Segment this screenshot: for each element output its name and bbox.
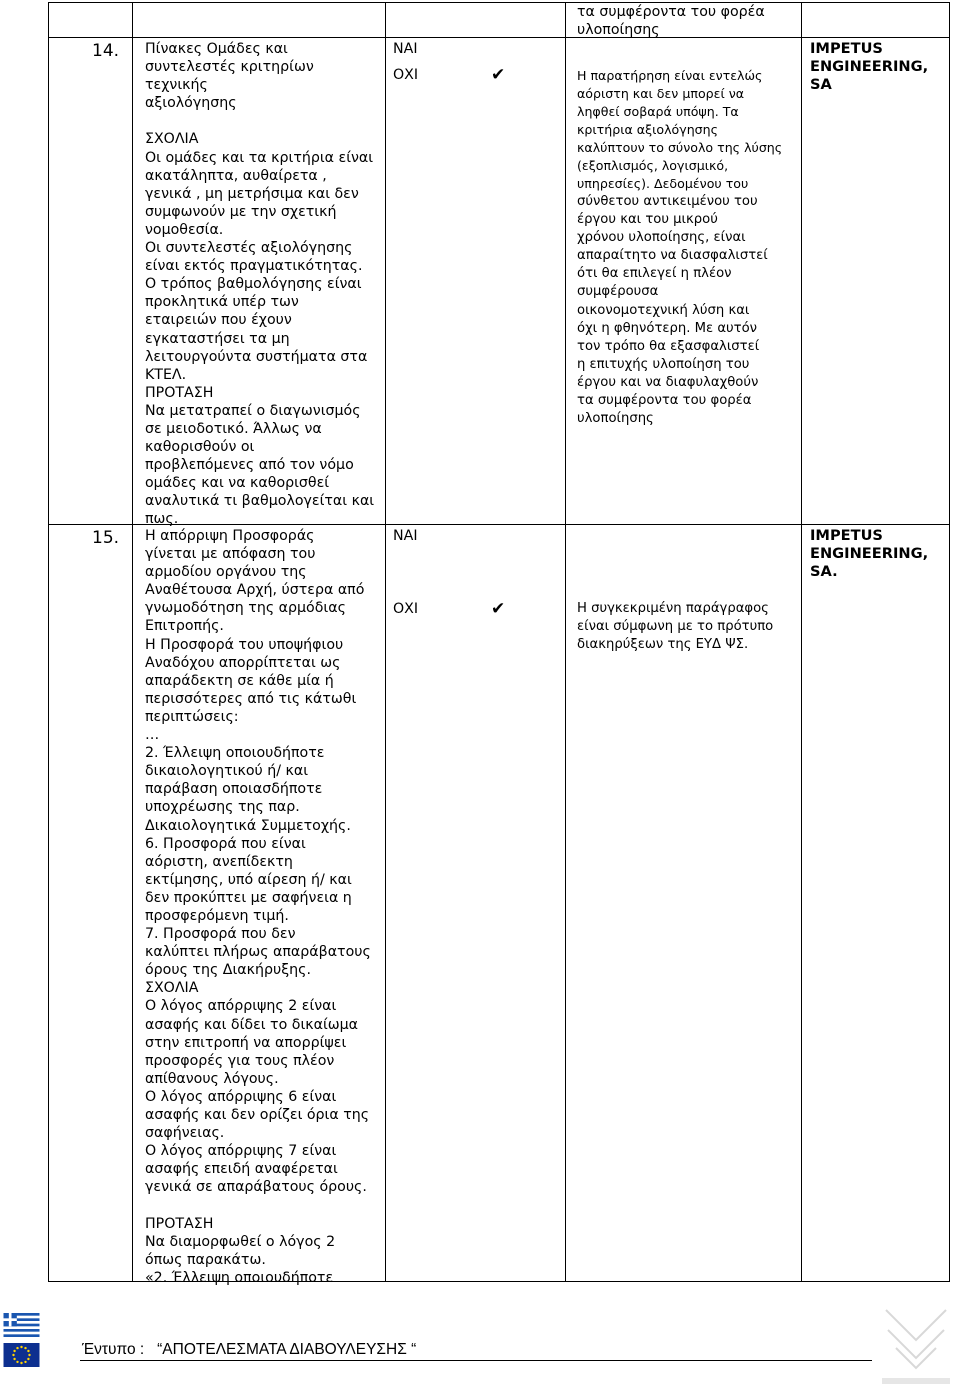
row14-response-part2 <box>577 193 782 428</box>
column-divider <box>565 3 566 1281</box>
text-line: ασαφής και δίδει το δικαίωμα <box>145 1016 359 1033</box>
text-line: είναι σύμφωνη με το πρότυπο <box>577 619 774 635</box>
text-line: τα συμφέροντα του φορέα <box>577 393 752 409</box>
text-line: γενικά σε απαράβατους όρους. <box>145 1179 367 1196</box>
row-divider <box>49 37 949 38</box>
text-line: … <box>145 727 160 744</box>
row15-check-icon: ✔ <box>491 599 506 619</box>
row-number-14: 14. <box>92 41 120 61</box>
row14-author <box>810 40 928 95</box>
text-line: ακατάληπτα, αυθαίρετα , <box>145 167 327 184</box>
text-line: απίθανους λόγους. <box>145 1070 279 1087</box>
text-line: καλύπτουν το σύνολο της λύσης <box>577 140 783 155</box>
text-line: αόριστη και δεν μπορεί να <box>577 86 745 101</box>
text-line: υπηρεσίες). Δεδομένου του <box>577 176 749 191</box>
text-line: σαφήνειας. <box>145 1125 225 1142</box>
text-line: νομοθεσία. <box>145 221 224 238</box>
text-line: καλύπτει πλήρως απαράβατους <box>145 944 371 961</box>
text-line: σύνθετου αντικειμένου του <box>577 194 758 209</box>
text-line: οικονομοτεχνική λύση και <box>577 302 750 318</box>
text-line: Δικαιολογητικά Συμμετοχής. <box>145 817 351 834</box>
text-line: υλοποίησης <box>577 411 654 427</box>
text-line: εταιρειών που έχουν <box>145 312 292 329</box>
text-line: Να διαμορφωθεί ο λόγος 2 <box>145 1233 336 1250</box>
text-line: Ο λόγος απόρριψης 2 είναι <box>145 998 337 1015</box>
column-divider <box>801 3 802 1281</box>
column-divider <box>385 3 386 1281</box>
author-line: ENGINEERING, <box>810 58 929 76</box>
text-line: Πίνακες Ομάδες και <box>145 41 288 57</box>
digital-greece-logo-icon <box>876 1300 956 1388</box>
text-line: 6. Προσφορά που είναι <box>145 835 306 852</box>
footer-form-label: Έντυπο : <box>82 1341 145 1358</box>
footer-form-title <box>82 1341 416 1359</box>
text-line: προκλητικά υπέρ των <box>145 294 299 311</box>
text-line: τα συμφέροντα του φορέα <box>577 4 765 20</box>
text-line: «2. Έλλειψη οποιουδήποτε <box>145 1269 334 1286</box>
footer-form-name: “ΑΠΟΤΕΛΕΣΜΑΤΑ ΔΙΑΒΟΥΛΕΥΣΗΣ “ <box>157 1341 417 1358</box>
row14-yes-label: ΝΑΙ <box>393 41 418 57</box>
text-line: συμφωνούν με την σχετική <box>145 203 337 220</box>
author-line: SA <box>810 76 832 94</box>
text-line: περισσότερες από τις κάτωθι <box>145 690 357 707</box>
text-line: χρόνου υλοποίησης, είναι <box>577 230 746 246</box>
text-line: υλοποίησης <box>577 22 660 39</box>
text-line: Επιτροπής. <box>145 618 224 635</box>
text-line: 2. Έλλειψη οποιουδήποτε <box>145 745 325 762</box>
text-line: προσφορές για τους πλέον <box>145 1052 335 1069</box>
footer-rule <box>80 1360 872 1361</box>
column-divider <box>132 3 133 1281</box>
text-line: ΠΡΟΤΑΣΗ <box>145 384 214 401</box>
text-line: ΚΤΕΛ. <box>145 366 187 383</box>
row-number-15: 15. <box>92 528 120 548</box>
row15-author <box>810 527 928 582</box>
text-line: δεν προκύπτει με σαφήνεια η <box>145 889 352 906</box>
text-line: ασαφής και δεν ορίζει όρια της <box>145 1107 370 1123</box>
text-line: ότι θα επιλεγεί η πλέον <box>577 266 732 282</box>
text-line: έργου και του μικρού <box>577 212 718 228</box>
text-line: υποχρέωσης της παρ. <box>145 799 300 816</box>
text-line: Ο τρόπος βαθμολόγησης είναι <box>145 276 362 293</box>
text-line: απαράδεκτη σε κάθε μία ή <box>145 672 334 689</box>
author-line: ENGINEERING, <box>810 545 929 563</box>
text-line: απαραίτητο να διασφαλιστεί <box>577 248 768 264</box>
text-line: εκτίμησης, υπό αίρεση ή/ και <box>145 871 352 888</box>
text-line: προσφερόμενη τιμή. <box>145 907 289 924</box>
eu-flag-icon <box>3 1343 40 1367</box>
text-line <box>145 1196 371 1214</box>
row14-response-part1 <box>577 67 782 193</box>
text-line: ΠΡΟΤΑΣΗ <box>145 1215 214 1232</box>
text-line: Η απόρριψη Προσφοράς <box>145 528 315 544</box>
text-line: είναι εκτός πραγματικότητας. <box>145 258 363 275</box>
text-line: αόριστη, ανεπίδεκτη <box>145 853 293 870</box>
text-line: περιπτώσεις: <box>145 708 239 725</box>
text-line: στην επιτροπή να απορρίψει <box>145 1034 347 1051</box>
text-line: Αναθέτουσα Αρχή, ύστερα από <box>145 582 365 599</box>
text-line: συντελεστές κριτηρίων <box>145 59 314 76</box>
text-line: συμφέρουσα <box>577 284 659 300</box>
text-line: αρμοδίου οργάνου της <box>145 564 307 581</box>
text-line: Η παρατήρηση είναι εντελώς <box>577 68 763 83</box>
text-line: πως. <box>145 511 179 528</box>
text-line: Οι συντελεστές αξιολόγησης <box>145 240 353 257</box>
text-line: τον τρόπο θα εξασφαλιστεί <box>577 338 760 354</box>
text-line: σε μειοδοτικό. Άλλως να <box>145 420 322 437</box>
text-line: αναλυτικά τι βαθμολογείται και <box>145 493 375 510</box>
text-line: καθορισθούν οι <box>145 439 255 456</box>
row14-text <box>145 40 374 529</box>
text-line: Οι ομάδες και τα κριτήρια είναι <box>145 149 374 166</box>
text-line: έργου και να διαφυλαχθούν <box>577 374 759 390</box>
text-line: διακηρύξεων της ΕΥΔ ΨΣ. <box>577 637 749 653</box>
text-line: Η Προσφορά του υποψήφιου <box>145 636 344 653</box>
text-line <box>145 112 374 130</box>
author-line: IMPETUS <box>810 40 883 57</box>
text-line: προβλεπόμενες από τον νόμο <box>145 457 354 474</box>
text-line: Ο λόγος απόρριψης 7 είναι <box>145 1143 337 1160</box>
text-line: κριτήρια αξιολόγησης <box>577 122 719 137</box>
text-line: 7. Προσφορά που δεν <box>145 926 296 943</box>
text-line: ΣΧΟΛΙΑ <box>145 980 199 997</box>
text-line: αξιολόγησης <box>145 95 237 112</box>
text-line: εγκαταστήσει τα μη <box>145 330 290 347</box>
row15-text <box>145 527 371 1287</box>
row14-no-label: ΟΧΙ <box>393 67 419 83</box>
text-line: παράβαση οποιασδήποτε <box>145 781 323 798</box>
text-line: (εξοπλισμός, λογισμικό, <box>577 158 729 173</box>
text-line: Ο λόγος απόρριψης 6 είναι <box>145 1088 337 1105</box>
text-line: όρους της Διακήρυξης. <box>145 962 311 979</box>
author-line: SA. <box>810 563 838 581</box>
text-line: η επιτυχής υλοποίηση του <box>577 356 750 372</box>
text-line: ασαφής επειδή αναφέρεται <box>145 1161 338 1178</box>
text-line: γνωμοδότηση της αρμόδιας <box>145 600 346 617</box>
text-line: ομάδες και να καθορισθεί <box>145 475 330 492</box>
row15-no-label: ΟΧΙ <box>393 601 419 617</box>
prev-row-comment <box>577 3 765 39</box>
text-line: λειτουργούντα συστήματα στα <box>145 348 368 365</box>
text-line: Να μετατραπεί ο διαγωνισμός <box>145 402 361 419</box>
text-line: όχι η φθηνότερη. Με αυτόν <box>577 320 758 336</box>
row14-response <box>577 67 782 428</box>
text-line: Η συγκεκριμένη παράγραφος <box>577 601 769 616</box>
text-line: τεχνικής <box>145 77 208 94</box>
row15-yes-label: ΝΑΙ <box>393 528 418 544</box>
text-line: όπως παρακάτω. <box>145 1251 266 1268</box>
row15-response <box>577 600 773 654</box>
author-line: IMPETUS <box>810 527 883 544</box>
text-line: ΣΧΟΛΙΑ <box>145 131 199 148</box>
text-line: Αναδόχου απορρίπτεται ως <box>145 654 341 671</box>
text-line: ληφθεί σοβαρά υπόψη. Τα <box>577 104 739 119</box>
greek-flag-icon <box>3 1313 40 1337</box>
text-line: δικαιολογητικού ή/ και <box>145 763 309 780</box>
text-line: γενικά , μη μετρήσιμα και δεν <box>145 185 359 202</box>
text-line: γίνεται με απόφαση του <box>145 546 316 563</box>
row14-check-icon: ✔ <box>491 65 506 85</box>
